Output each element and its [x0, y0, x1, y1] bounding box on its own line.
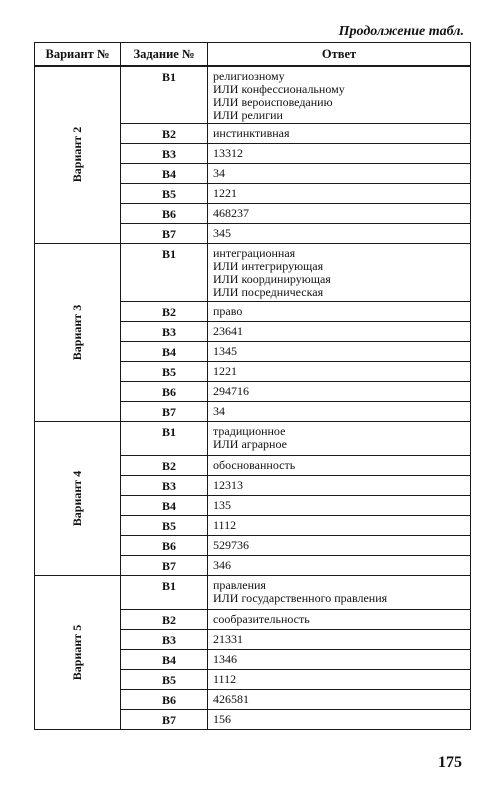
task-number-cell: B4: [121, 341, 208, 361]
answer-line: 13312: [213, 145, 243, 160]
task-number-cell: B2: [121, 123, 208, 143]
answer-line: сообразительность: [213, 611, 310, 626]
column-header-answer: Ответ: [208, 43, 471, 67]
task-number-cell: B2: [121, 301, 208, 321]
answer-line: право: [213, 303, 243, 318]
answer-line: 1112: [213, 517, 237, 532]
answer-line: 12313: [213, 477, 243, 492]
variant-cell: [35, 243, 121, 421]
task-number-cell: B4: [121, 495, 208, 515]
task-number-cell: B7: [121, 709, 208, 729]
answer-line: 1112: [213, 671, 237, 686]
answer-line: ИЛИ посредническая: [213, 284, 324, 299]
answer-line: 135: [213, 497, 231, 512]
answer-line: интеграционная: [213, 245, 296, 260]
answer-line: ИЛИ конфессиональному: [213, 82, 345, 96]
continuation-label: Продолжение табл.: [338, 24, 464, 39]
answer-cell: [208, 535, 471, 555]
answer-cell: [208, 709, 471, 729]
task-number-cell: B6: [121, 381, 208, 401]
answer-cell: [208, 223, 471, 243]
table-row: [35, 575, 471, 609]
task-number-cell: B5: [121, 183, 208, 203]
answer-cell: [208, 649, 471, 669]
answer-line: 34: [213, 165, 225, 180]
answer-cell: [208, 421, 471, 455]
variant-cell: [35, 575, 121, 729]
task-number-cell: B2: [121, 609, 208, 629]
answer-cell: [208, 669, 471, 689]
task-number-cell: B3: [121, 321, 208, 341]
answer-cell: [208, 183, 471, 203]
answer-line: ИЛИ аграрное: [213, 436, 287, 451]
answer-line: ИЛИ государственного правления: [213, 590, 388, 605]
answer-line: 23641: [213, 323, 243, 338]
table-row: [35, 243, 471, 301]
answer-cell: [208, 609, 471, 629]
answer-line: 1221: [213, 363, 237, 378]
variant-cell: [35, 66, 121, 243]
answer-cell: [208, 301, 471, 321]
task-number-cell: B4: [121, 649, 208, 669]
answer-line: 1221: [213, 185, 237, 200]
answer-cell: [208, 143, 471, 163]
answer-line: ИЛИ религии: [213, 108, 283, 122]
task-number-cell: B6: [121, 535, 208, 555]
task-number-cell: B7: [121, 401, 208, 421]
answer-cell: [208, 243, 471, 301]
answers-table: [34, 42, 471, 730]
answer-cell: [208, 401, 471, 421]
answer-cell: [208, 361, 471, 381]
answer-cell: [208, 475, 471, 495]
answer-cell: [208, 203, 471, 223]
answer-line: 426581: [213, 691, 249, 706]
answer-line: 345: [213, 225, 231, 240]
answer-cell: [208, 455, 471, 475]
task-number-cell: B7: [121, 555, 208, 575]
answer-line: 346: [213, 557, 231, 572]
answer-cell: [208, 381, 471, 401]
answer-cell: [208, 123, 471, 143]
variant-label: Вариант 4: [70, 470, 84, 526]
answer-line: обоснованность: [213, 457, 296, 472]
answer-line: 34: [213, 403, 225, 418]
answer-line: 1346: [213, 651, 237, 666]
task-number-cell: B1: [121, 243, 208, 301]
task-number-cell: B3: [121, 629, 208, 649]
answer-line: ИЛИ интегрирующая: [213, 258, 324, 273]
task-number-cell: B2: [121, 455, 208, 475]
table-row: [35, 421, 471, 455]
answer-line: 156: [213, 711, 231, 726]
table-header-row: [35, 43, 471, 67]
variant-cell: [35, 421, 121, 575]
page-number: 175: [438, 754, 462, 771]
task-number-cell: B5: [121, 515, 208, 535]
answer-line: религиозному: [213, 69, 285, 83]
answer-cell: [208, 163, 471, 183]
answer-cell: [208, 515, 471, 535]
task-number-cell: B3: [121, 143, 208, 163]
column-header-task: Задание №: [121, 43, 208, 67]
answer-line: 294716: [213, 383, 249, 398]
column-header-variant: Вариант №: [35, 43, 121, 67]
answer-line: ИЛИ координирующая: [213, 271, 331, 286]
answer-line: правления: [213, 577, 266, 592]
answer-line: инстинктивная: [213, 125, 290, 140]
variant-label: Вариант 3: [70, 304, 84, 360]
table-row: [35, 66, 471, 123]
task-number-cell: B1: [121, 575, 208, 609]
answer-line: традиционное: [213, 423, 286, 438]
task-number-cell: B6: [121, 689, 208, 709]
task-number-cell: B1: [121, 421, 208, 455]
variant-label: Вариант 2: [70, 127, 84, 183]
answer-line: 21331: [213, 631, 243, 646]
answer-line: 529736: [213, 537, 249, 552]
task-number-cell: B1: [121, 66, 208, 123]
answer-line: 1345: [213, 343, 237, 358]
task-number-cell: B5: [121, 361, 208, 381]
answer-cell: [208, 341, 471, 361]
answer-cell: [208, 555, 471, 575]
table-body: [35, 66, 471, 729]
variant-label: Вариант 5: [70, 624, 84, 680]
task-number-cell: B5: [121, 669, 208, 689]
task-number-cell: B3: [121, 475, 208, 495]
task-number-cell: B4: [121, 163, 208, 183]
answer-cell: [208, 66, 471, 123]
answer-cell: [208, 629, 471, 649]
answer-cell: [208, 321, 471, 341]
answer-cell: [208, 575, 471, 609]
answer-cell: [208, 689, 471, 709]
task-number-cell: B6: [121, 203, 208, 223]
answer-line: 468237: [213, 205, 249, 220]
answer-cell: [208, 495, 471, 515]
task-number-cell: B7: [121, 223, 208, 243]
answer-line: ИЛИ вероисповеданию: [213, 95, 333, 109]
